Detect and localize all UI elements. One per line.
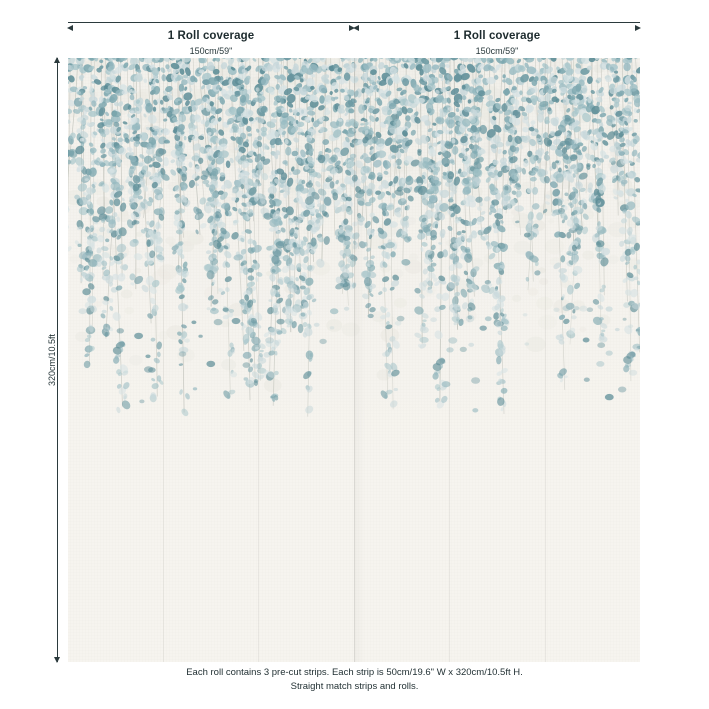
height-dimension-label: 320cm/10.5ft [47, 333, 58, 387]
strip-seams [68, 58, 640, 662]
roll-coverage-width-1: 150cm/59" [189, 46, 233, 56]
strip-seam [449, 58, 450, 662]
arrow-left-icon [67, 25, 73, 31]
arrow-up-icon [54, 57, 60, 63]
roll-coverage-title-1: 1 Roll coverage [167, 30, 255, 42]
roll-coverage-width-2: 150cm/59" [475, 46, 519, 56]
roll-dimension-line-2 [354, 22, 640, 23]
wallpaper-preview-panel [68, 58, 640, 662]
note-line-1: Each roll contains 3 pre-cut strips. Each strip is 50cm/19.6" W x 320cm/10.5ft H. [186, 667, 523, 678]
roll-dimension-line-1 [68, 22, 354, 23]
arrow-right-icon [635, 25, 641, 31]
roll-coverage-rulers [68, 14, 640, 56]
height-dimension-line [57, 58, 58, 662]
diagram-notes [0, 666, 709, 694]
strip-seam [163, 58, 164, 662]
arrow-left-icon [353, 25, 359, 31]
roll-coverage-block-1 [68, 14, 354, 56]
height-dimension [48, 58, 70, 662]
roll-coverage-block-2 [354, 14, 640, 56]
strip-seam [258, 58, 259, 662]
note-line-2: Straight match strips and rolls. [290, 681, 419, 692]
roll-coverage-title-2: 1 Roll coverage [453, 30, 541, 42]
arrow-down-icon [54, 657, 60, 663]
roll-seam-shadow [355, 58, 365, 662]
strip-seam [545, 58, 546, 662]
